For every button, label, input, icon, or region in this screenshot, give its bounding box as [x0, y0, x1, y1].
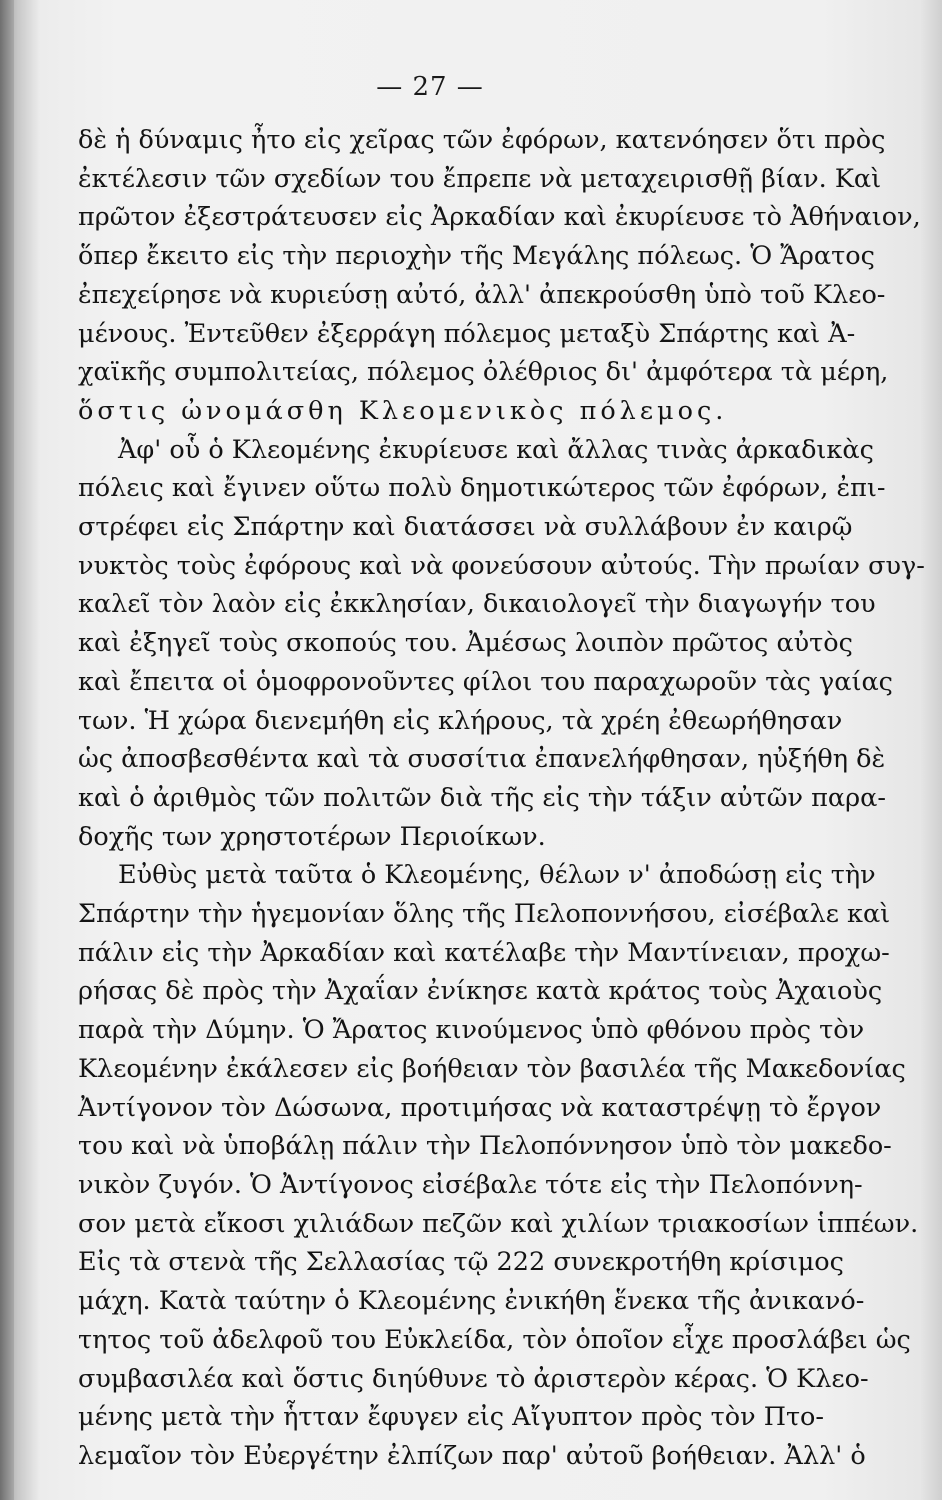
text-line: καὶ ἐξηγεῖ τοὺς σκοπούς του. Ἀμέσως λοιπὸν πρῶτος αὐτὸς [78, 628, 853, 659]
text-line: λεμαῖον τὸν Εὐεργέτην ἐλπίζων παρ' αὐτοῦ βοήθειαν. Ἀλλ' ὁ [78, 1440, 866, 1471]
text-line: δὲ ἡ δύναμις ἦτο εἰς χεῖρας τῶν ἐφόρων, κατενόησεν ὅτι πρὸς [78, 125, 886, 155]
text-line: ὅπερ ἔκειτο εἰς τὴν περιοχὴν τῆς Μεγάλης πόλεως. Ὁ Ἄρατος [78, 241, 875, 272]
text-line: ρήσας δὲ πρὸς τὴν Ἀχαΐαν ἐνίκησε κατὰ κράτος τοὺς Ἀχαιοὺς [78, 976, 883, 1007]
text-line: Ἀφ' οὗ ὁ Κλεομένης ἐκυρίευσε καὶ ἄλλας τινὰς ἀρκαδικὰς [118, 434, 874, 465]
text-line: νικὸν ζυγόν. Ὁ Ἀντίγονος εἰσέβαλε τότε εἰς τὴν Πελοπόννη- [78, 1169, 863, 1200]
binding-edge [0, 0, 14, 1500]
text-line: δοχῆς των χρηστοτέρων Περιοίκων. [78, 821, 546, 852]
body-text [78, 121, 925, 1476]
text-line: μάχη. Κατὰ ταύτην ὁ Κλεομένης ἐνικήθη ἕνεκα τῆς ἀνικανό- [78, 1286, 865, 1317]
text-line: καὶ ὁ ἀριθμὸς τῶν πολιτῶν διὰ τῆς εἰς τὴν τάξιν αὐτῶν παρα- [78, 782, 886, 813]
text-line: πρῶτον ἐξεστράτευσεν εἰς Ἀρκαδίαν καὶ ἐκυρίευσε τὸ Ἀθήναιον, [78, 202, 921, 233]
text-line: Εἰς τὰ στενὰ τῆς Σελλασίας τῷ 222 συνεκροτήθη κρίσιμος [78, 1247, 844, 1278]
text-line: καλεῖ τὸν λαὸν εἰς ἐκκλησίαν, δικαιολογεῖ τὴν διαγωγήν του [78, 589, 876, 620]
text-line: παρὰ τὴν Δύμην. Ὁ Ἄρατος κινούμενος ὑπὸ φθόνου πρὸς τὸν [78, 1015, 865, 1046]
text-line: στρέφει εἰς Σπάρτην καὶ διατάσσει νὰ συλλάβουν ἐν καιρῷ [78, 512, 853, 543]
text-line: ἐπεχείρησε νὰ κυριεύσῃ αὐτό, ἀλλ' ἀπεκρούσθη ὑπὸ τοῦ Κλεο- [78, 279, 886, 310]
text-line: καὶ ἔπειτα οἱ ὁμοφρονοῦντες φίλοι του παραχωροῦν τὰς γαίας [78, 666, 893, 697]
text-line: των. Ἡ χώρα διενεμήθη εἰς κλήρους, τὰ χρέη ἐθεωρήθησαν [78, 705, 843, 736]
text-line: Ἀντίγονον τὸν Δώσωνα, προτιμήσας νὰ καταστρέψῃ τὸ ἔργον [78, 1092, 882, 1123]
text-line: σον μετὰ εἴκοσι χιλιάδων πεζῶν καὶ χιλίων τριακοσίων ἱππέων. [78, 1208, 919, 1239]
text-line: του καὶ νὰ ὑποβάλῃ πάλιν τὴν Πελοπόννησον ὑπὸ τὸν μακεδο- [78, 1131, 892, 1162]
text-line: Σπάρτην τὴν ἡγεμονίαν ὅλης τῆς Πελοποννήσου, εἰσέβαλε καὶ [78, 899, 891, 930]
text-line: τητος τοῦ ἀδελφοῦ του Εὐκλείδα, τὸν ὁποῖον εἶχε προσλάβει ὡς [78, 1324, 911, 1355]
text-line: πάλιν εἰς τὴν Ἀρκαδίαν καὶ κατέλαβε τὴν Μαντίνειαν, προχω- [78, 937, 890, 968]
text-line: Εὐθὺς μετὰ ταῦτα ὁ Κλεομένης, θέλων ν' ἀποδώσῃ εἰς τὴν [118, 860, 876, 891]
text-line: πόλεις καὶ ἔγινεν οὕτω πολὺ δημοτικώτερος τῶν ἐφόρων, ἐπι- [78, 473, 886, 504]
text-line: ἐκτέλεσιν τῶν σχεδίων του ἔπρεπε νὰ μεταχειρισθῇ βίαν. Καὶ [78, 163, 882, 194]
text-line: χαϊκῆς συμπολιτείας, πόλεμος ὀλέθριος δι' ἀμφότερα τὰ μέρη, [78, 357, 889, 388]
page-number: — 27 — [376, 72, 484, 102]
text-line: ὅστις ὠνομάσθη Κλεομενικὸς πόλεμος. [78, 395, 728, 426]
text-line: ὡς ἀποσβεσθέντα καὶ τὰ συσσίτια ἐπανελήφθησαν, ηὐξήθη δὲ [78, 744, 886, 775]
text-line: συμβασιλέα καὶ ὅστις διηύθυνε τὸ ἀριστερὸν κέρας. Ὁ Κλεο- [78, 1363, 869, 1394]
text-line: νυκτὸς τοὺς ἐφόρους καὶ νὰ φονεύσουν αὐτούς. Τὴν πρωίαν συγ- [78, 550, 925, 581]
text-line: μένους. Ἐντεῦθεν ἐξερράγη πόλεμος μεταξὺ Σπάρτης καὶ Ἀ- [78, 318, 856, 349]
text-line: Κλεομένην ἐκάλεσεν εἰς βοήθειαν τὸν βασιλέα τῆς Μακεδονίας [78, 1053, 906, 1084]
text-line: μένης μετὰ τὴν ἧτταν ἔφυγεν εἰς Αἴγυπτον πρὸς τὸν Πτο- [78, 1402, 825, 1433]
